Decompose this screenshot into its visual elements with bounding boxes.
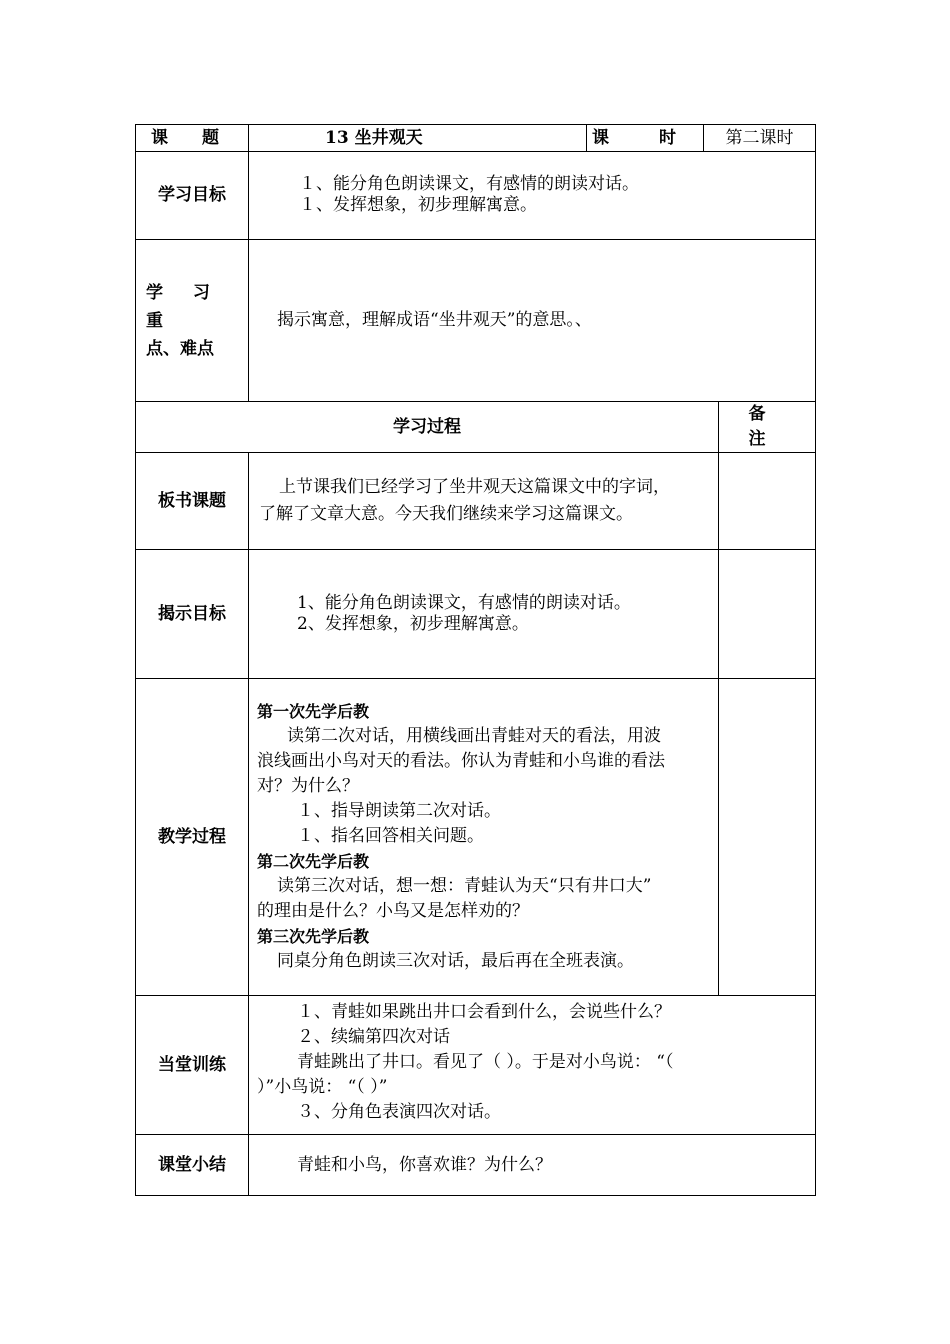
board-notes	[719, 453, 816, 550]
reveal-label: 揭示目标	[136, 550, 249, 679]
section3-title: 第三次先学后教	[257, 927, 370, 946]
teaching-notes	[719, 679, 816, 996]
section3-line: 同桌分角色朗读三次对话，最后再在全班表演。	[277, 951, 634, 971]
section1-line: 对？为什么？	[257, 776, 359, 796]
summary-row	[136, 1135, 816, 1196]
key-points-label-line2: 点、难点	[146, 338, 214, 359]
process-header-row	[136, 402, 816, 453]
key-points-label-line1: 学 习 重	[146, 282, 222, 331]
section1-item: １、指导朗读第二次对话。	[297, 801, 501, 821]
board-line: 了解了文章大意。今天我们继续来学习这篇课文。	[259, 504, 633, 524]
section1-item: １、指名回答相关问题。	[297, 826, 484, 846]
goal-line: １、能分角色朗读课文，有感情的朗读对话。	[299, 174, 639, 194]
practice-line: ３、分角色表演四次对话。	[297, 1102, 501, 1122]
section2-line: 读第三次对话，想一想：青蛙认为天“只有井口大”	[277, 876, 652, 896]
reveal-row	[136, 550, 816, 679]
key-points-content: 揭示寓意，理解成语“坐井观天”的意思。、	[249, 240, 816, 402]
practice-line: ）”小鸟说： “（ ）”	[257, 1077, 388, 1097]
reveal-line: 2、发挥想象，初步理解寓意。	[297, 614, 529, 634]
section1-title: 第一次先学后教	[257, 702, 370, 721]
practice-label: 当堂训练	[136, 996, 249, 1135]
board-content	[249, 453, 719, 550]
reveal-notes	[719, 550, 816, 679]
teaching-content	[249, 679, 719, 996]
goals-content	[249, 152, 816, 240]
practice-row	[136, 996, 816, 1135]
teaching-label: 教学过程	[136, 679, 249, 996]
goals-row	[136, 152, 816, 240]
section2-title: 第二次先学后教	[257, 852, 370, 871]
board-row	[136, 453, 816, 550]
process-title: 学习过程	[136, 402, 719, 453]
section2-line: 的理由是什么？小鸟又是怎样劝的？	[257, 901, 529, 921]
key-points-row	[136, 240, 816, 402]
header-row	[136, 125, 816, 152]
practice-line: 青蛙跳出了井口。看见了（ ）。于是对小鸟说： “（	[297, 1052, 674, 1072]
section1-line: 浪线画出小鸟对天的看法。你认为青蛙和小鸟谁的看法	[257, 751, 665, 771]
period-value: 第二课时	[704, 125, 816, 152]
summary-content: 青蛙和小鸟，你喜欢谁？为什么？	[249, 1135, 816, 1196]
section1-line: 读第二次对话，用横线画出青蛙对天的看法，用波	[287, 726, 661, 746]
lesson-plan-table	[135, 124, 816, 1196]
teaching-row	[136, 679, 816, 996]
summary-label: 课堂小结	[136, 1135, 249, 1196]
notes-header: 备 注	[719, 402, 816, 453]
board-label: 板书课题	[136, 453, 249, 550]
goal-line: １、发挥想象，初步理解寓意。	[299, 195, 537, 215]
period-label: 课 时	[587, 125, 704, 152]
practice-line: １、青蛙如果跳出井口会看到什么，会说些什么？	[297, 1002, 671, 1022]
reveal-line: 1、能分角色朗读课文，有感情的朗读对话。	[297, 593, 631, 613]
practice-content	[249, 996, 816, 1135]
reveal-content	[249, 550, 719, 679]
topic-label: 课 题	[136, 125, 249, 152]
practice-line: ２、续编第四次对话	[297, 1027, 450, 1047]
board-line: 上节课我们已经学习了坐井观天这篇课文中的字词，	[279, 477, 670, 497]
key-points-label	[136, 240, 249, 402]
topic-value: 13 坐井观天	[249, 125, 587, 152]
goals-label: 学习目标	[136, 152, 249, 240]
